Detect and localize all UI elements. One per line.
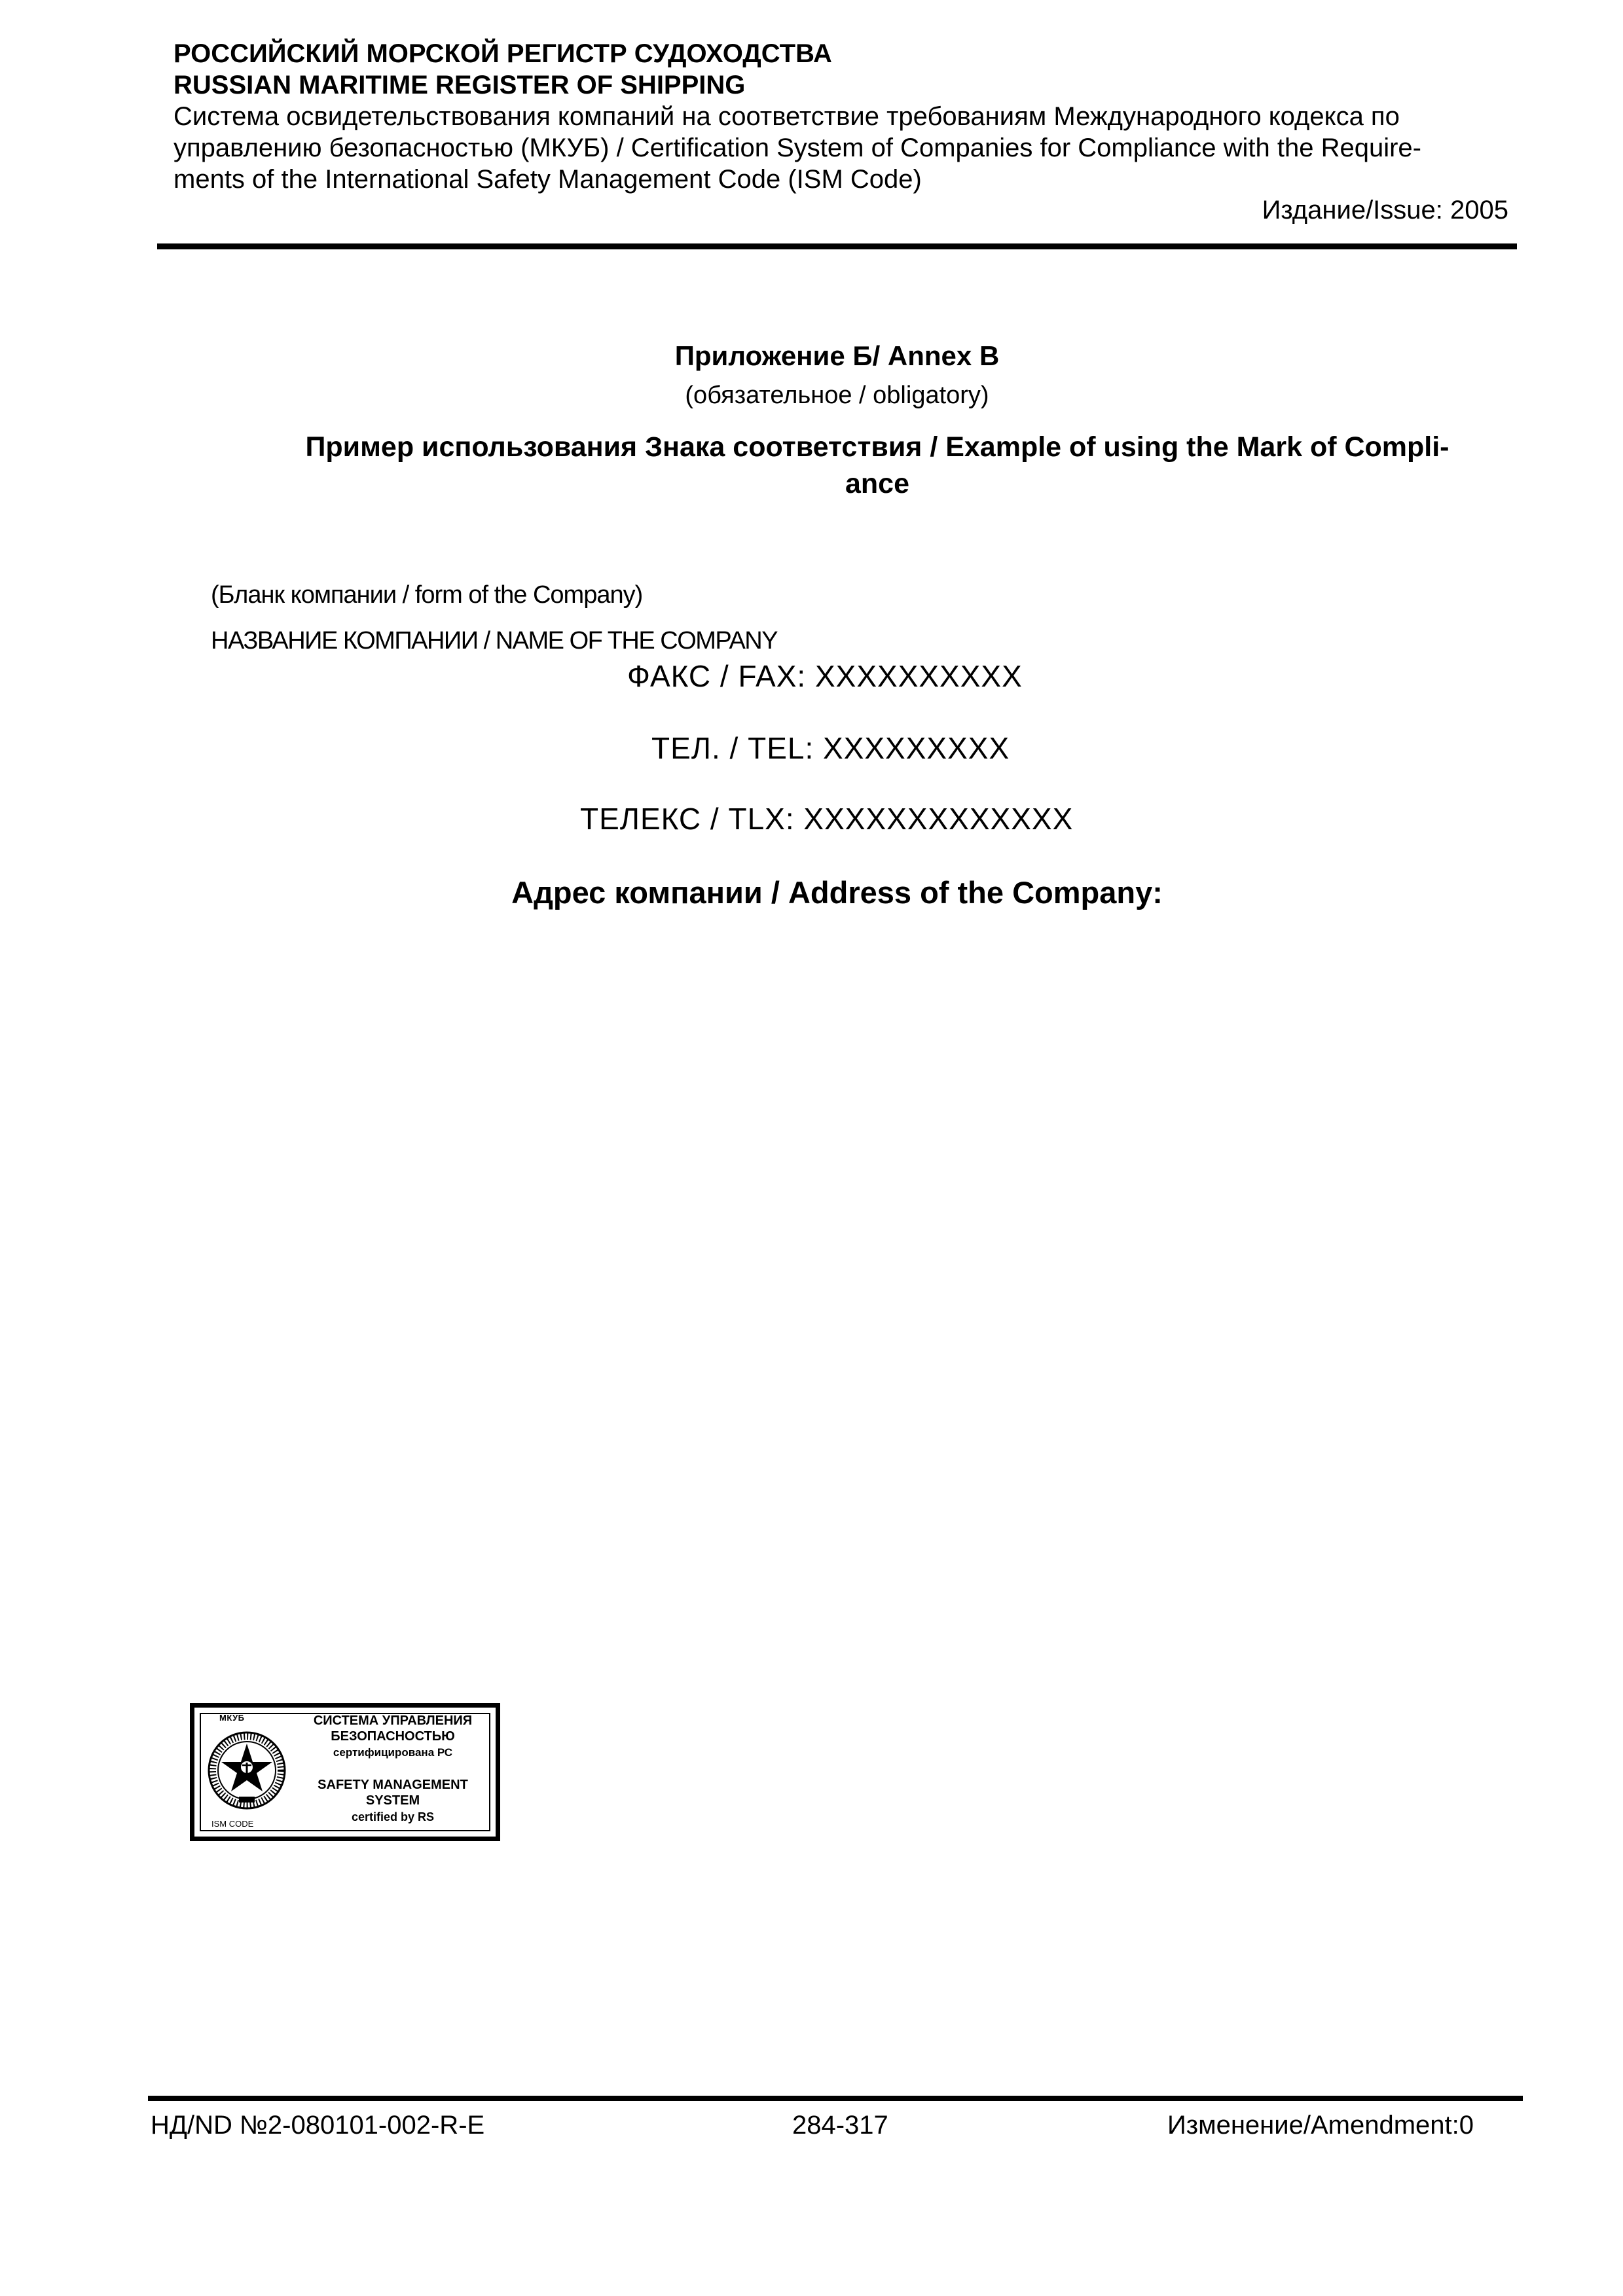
form-note: (Бланк компании / form of the Company) (211, 581, 643, 609)
telephone-number: ТЕЛ. / TEL: XXXXXXXXX (651, 731, 1010, 765)
annex-subtitle: (обязательное / obligatory) (685, 382, 989, 409)
mark-text-line: БЕЗОПАСНОСТЬЮ (331, 1729, 455, 1744)
mark-of-compliance (190, 1703, 500, 1841)
rs-seal-icon (202, 1726, 291, 1815)
mark-text-line: СИСТЕМА УПРАВЛЕНИЯ (313, 1713, 473, 1728)
mark-ism-code-label: ISM CODE (211, 1819, 254, 1829)
company-name: НАЗВАНИЕ КОМПАНИИ / NAME OF THE COMPANY (211, 627, 778, 655)
organization-name-en: RUSSIAN MARITIME REGISTER OF SHIPPING (173, 71, 746, 99)
annex-title: Приложение Б/ Annex B (674, 340, 1000, 371)
amendment-label: Изменение/Amendment:0 (1167, 2111, 1474, 2140)
example-title-line: Пример использования Знака соответствия / Example of using the Mark of Compli- (305, 431, 1450, 463)
description-line: Система освидетельствования компаний на соответствие требованиям Международного кодекса по (173, 102, 1400, 131)
organization-name-ru: РОССИЙСКИЙ МОРСКОЙ РЕГИСТР СУДОХОДСТВА (173, 39, 832, 68)
footer-divider (148, 2096, 1523, 2101)
mark-text-line: SYSTEM (365, 1793, 420, 1808)
description-line: ments of the International Safety Management Code (ISM Code) (173, 165, 922, 194)
document-number: НД/ND №2-080101-002-R-E (151, 2111, 485, 2140)
mark-text-line: сертифицирована РС (333, 1746, 453, 1759)
company-address-label: Адрес компании / Address of the Company: (511, 875, 1163, 910)
example-title (262, 429, 1493, 502)
fax-number: ФАКС / FAX: XXXXXXXXXX (627, 659, 1023, 693)
header-divider (157, 243, 1517, 249)
telex-number: ТЕЛЕКС / TLX: XXXXXXXXXXXXX (580, 802, 1074, 836)
mark-ism-ru-label: МКУБ (219, 1713, 245, 1723)
mark-text-line: SAFETY MANAGEMENT (318, 1778, 468, 1792)
example-title-line: ance (845, 468, 909, 499)
issue-label: Издание/Issue: 2005 (1262, 196, 1508, 224)
description-line: управлению безопасностью (МКУБ) / Certification System of Companies for Compliance with the Require- (173, 134, 1421, 162)
page-range: 284-317 (792, 2111, 888, 2140)
mark-text-line: certified by RS (351, 1810, 435, 1823)
certification-system-description (173, 101, 1522, 195)
